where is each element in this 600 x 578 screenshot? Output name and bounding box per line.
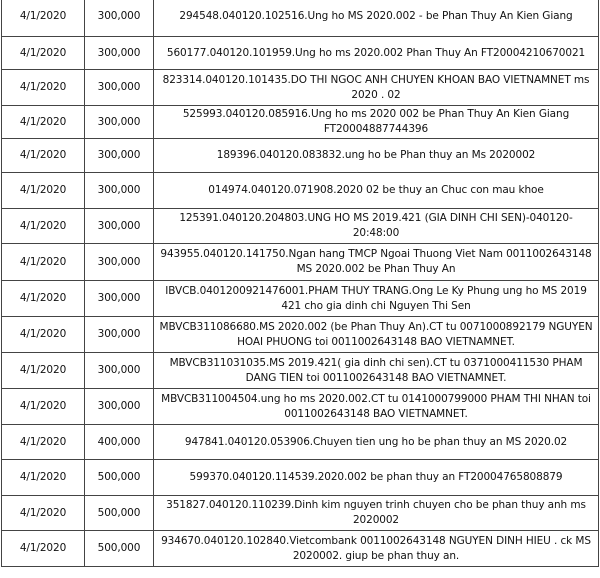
table-row	[2, 70, 599, 106]
amount-cell: 300,000	[85, 139, 154, 173]
amount-cell: 500,000	[85, 460, 154, 496]
description-cell: MBVCB311004504.ung ho ms 2020.002.CT tu 0141000799000 PHAM THI NHAN toi 0011002643148 BAO VIETNAMNET.	[154, 389, 599, 425]
description-cell: 351827.040120.110239.Dinh kim nguyen trinh chuyen cho be phan thuy anh ms 2020002	[154, 496, 599, 531]
date-cell: 4/1/2020	[2, 496, 85, 531]
date-cell: 4/1/2020	[2, 139, 85, 173]
date-cell: 4/1/2020	[2, 460, 85, 496]
amount-cell: 300,000	[85, 317, 154, 353]
description-cell: 560177.040120.101959.Ung ho ms 2020.002 Phan Thuy An FT20004210670021	[154, 37, 599, 70]
description-cell: 125391.040120.204803.UNG HO MS 2019.421 (GIA DINH CHI SEN)-040120-20:48:00	[154, 209, 599, 244]
date-cell: 4/1/2020	[2, 425, 85, 460]
transaction-table-body	[2, 0, 599, 567]
description-cell: 943955.040120.141750.Ngan hang TMCP Ngoai Thuong Viet Nam 0011002643148 MS 2020.002 be Phan Thuy An	[154, 244, 599, 281]
table-row	[2, 425, 599, 460]
description-cell: MBVCB311031035.MS 2019.421( gia dinh chi sen).CT tu 0371000411530 PHAM DANG TIEN toi 0011002643148 BAO VIETNAMNET.	[154, 353, 599, 389]
amount-cell: 500,000	[85, 531, 154, 567]
amount-cell: 300,000	[85, 70, 154, 106]
description-cell: 014974.040120.071908.2020 02 be thuy an Chuc con mau khoe	[154, 173, 599, 209]
table-row	[2, 173, 599, 209]
date-cell: 4/1/2020	[2, 389, 85, 425]
date-cell: 4/1/2020	[2, 244, 85, 281]
description-cell: 599370.040120.114539.2020.002 be phan thuy an FT20004765808879	[154, 460, 599, 496]
amount-cell: 300,000	[85, 37, 154, 70]
description-cell: 934670.040120.102840.Vietcombank 0011002643148 NGUYEN DINH HIEU . ck MS 2020002. giup be phan thuy an.	[154, 531, 599, 567]
description-cell: 189396.040120.083832.ung ho be Phan thuy an Ms 2020002	[154, 139, 599, 173]
description-cell: 823314.040120.101435.DO THI NGOC ANH CHUYEN KHOAN BAO VIETNAMNET ms 2020 . 02	[154, 70, 599, 106]
date-cell: 4/1/2020	[2, 37, 85, 70]
table-row	[2, 317, 599, 353]
date-cell: 4/1/2020	[2, 531, 85, 567]
table-row	[2, 353, 599, 389]
table-row	[2, 281, 599, 317]
table-row	[2, 209, 599, 244]
date-cell: 4/1/2020	[2, 173, 85, 209]
date-cell: 4/1/2020	[2, 70, 85, 106]
table-row	[2, 106, 599, 139]
amount-cell: 500,000	[85, 496, 154, 531]
transaction-table	[1, 0, 599, 567]
description-cell: 525993.040120.085916.Ung ho ms 2020 002 be Phan Thuy An Kien Giang FT20004887744396	[154, 106, 599, 139]
amount-cell: 300,000	[85, 281, 154, 317]
amount-cell: 300,000	[85, 173, 154, 209]
table-row	[2, 0, 599, 37]
amount-cell: 300,000	[85, 244, 154, 281]
amount-cell: 300,000	[85, 0, 154, 37]
date-cell: 4/1/2020	[2, 209, 85, 244]
table-row	[2, 139, 599, 173]
table-row	[2, 460, 599, 496]
date-cell: 4/1/2020	[2, 281, 85, 317]
amount-cell: 300,000	[85, 353, 154, 389]
amount-cell: 300,000	[85, 209, 154, 244]
description-cell: MBVCB311086680.MS 2020.002 (be Phan Thuy An).CT tu 0071000892179 NGUYEN HOAI PHUONG toi 0011002643148 BAO VIETNAMNET.	[154, 317, 599, 353]
table-row	[2, 37, 599, 70]
amount-cell: 300,000	[85, 389, 154, 425]
date-cell: 4/1/2020	[2, 353, 85, 389]
table-row	[2, 244, 599, 281]
amount-cell: 400,000	[85, 425, 154, 460]
date-cell: 4/1/2020	[2, 317, 85, 353]
table-row	[2, 531, 599, 567]
table-row	[2, 496, 599, 531]
date-cell: 4/1/2020	[2, 0, 85, 37]
table-row	[2, 389, 599, 425]
date-cell: 4/1/2020	[2, 106, 85, 139]
description-cell: IBVCB.0401200921476001.PHAM THUY TRANG.Ong Le Ky Phung ung ho MS 2019 421 cho gia dinh chi Nguyen Thi Sen	[154, 281, 599, 317]
description-cell: 294548.040120.102516.Ung ho MS 2020.002 - be Phan Thuy An Kien Giang	[154, 0, 599, 37]
description-cell: 947841.040120.053906.Chuyen tien ung ho be phan thuy an MS 2020.02	[154, 425, 599, 460]
amount-cell: 300,000	[85, 106, 154, 139]
